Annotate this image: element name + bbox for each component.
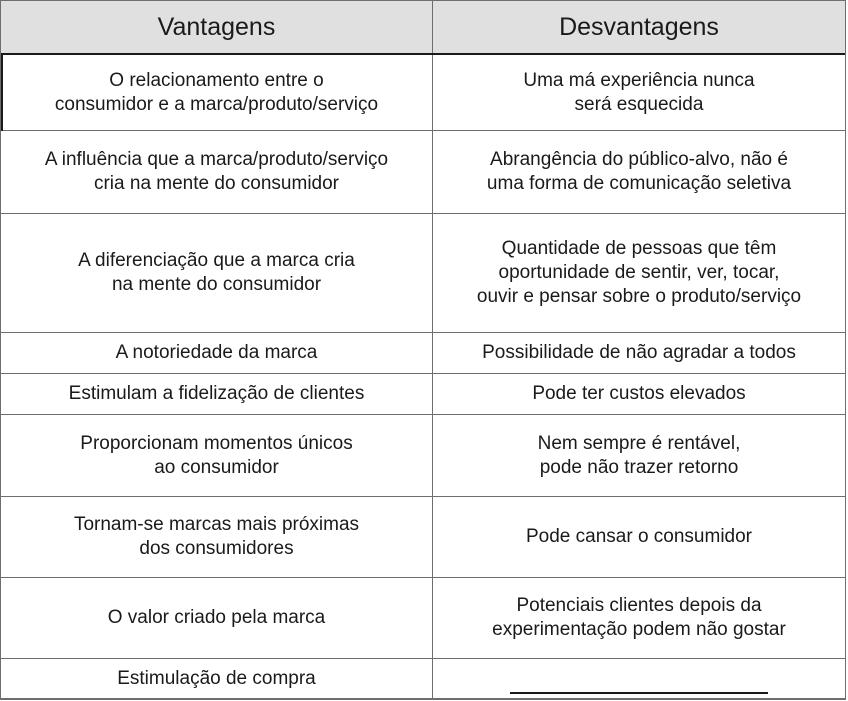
table-row <box>1 578 845 659</box>
disadvantage-cell: Pode ter custos elevados <box>532 383 746 404</box>
disadvantage-cell: Possibilidade de não agradar a todos <box>482 342 796 363</box>
disadvantage-cell: Abrangência do público-alvo, não é uma forma de comunicação seletiva <box>486 149 792 194</box>
table-row <box>1 659 845 699</box>
disadvantage-cell: Potenciais clientes depois da experimentação podem não gostar <box>492 595 786 640</box>
advantage-cell: A notoriedade da marca <box>1 333 433 373</box>
advantage-cell: A influência que a marca/produto/serviço cria na mente do consumidor <box>1 131 433 213</box>
table-row <box>1 131 845 214</box>
disadvantage-cell: Quantidade de pessoas que têm oportunidade de sentir, ver, tocar, ouvir e pensar sobre o produto/serviço <box>476 238 802 307</box>
header-desvantagens: Desvantagens <box>559 13 719 41</box>
advantage-cell: O valor criado pela marca <box>1 578 433 658</box>
advantage-cell: Estimulação de compra <box>1 659 433 698</box>
table-row <box>1 415 845 497</box>
disadvantage-cell: Pode cansar o consumidor <box>525 526 752 547</box>
table-row <box>1 55 845 131</box>
advantage-cell: Estimulam a fidelização de clientes <box>1 374 433 414</box>
disadvantage-cell-blank <box>433 659 845 698</box>
advantage-cell: Tornam-se marcas mais próximas dos consumidores <box>1 497 433 577</box>
advantage-cell: O relacionamento entre o consumidor e a marca/produto/serviço <box>1 55 433 130</box>
advantage-cell: A diferenciação que a marca cria na mente do consumidor <box>1 214 433 332</box>
disadvantage-cell: Nem sempre é rentável, pode não trazer retorno <box>537 432 741 478</box>
table-row <box>1 374 845 415</box>
table-row <box>1 333 845 374</box>
advantage-cell: Proporcionam momentos únicos ao consumidor <box>1 415 433 496</box>
table-row <box>1 214 845 333</box>
blank-answer-line <box>510 692 768 694</box>
table-row <box>1 497 845 578</box>
row-divider-accent <box>1 55 3 131</box>
disadvantage-cell: Uma má experiência nunca será esquecida <box>523 69 755 115</box>
table-header-row <box>1 1 845 55</box>
header-vantagens: Vantagens <box>1 1 433 53</box>
